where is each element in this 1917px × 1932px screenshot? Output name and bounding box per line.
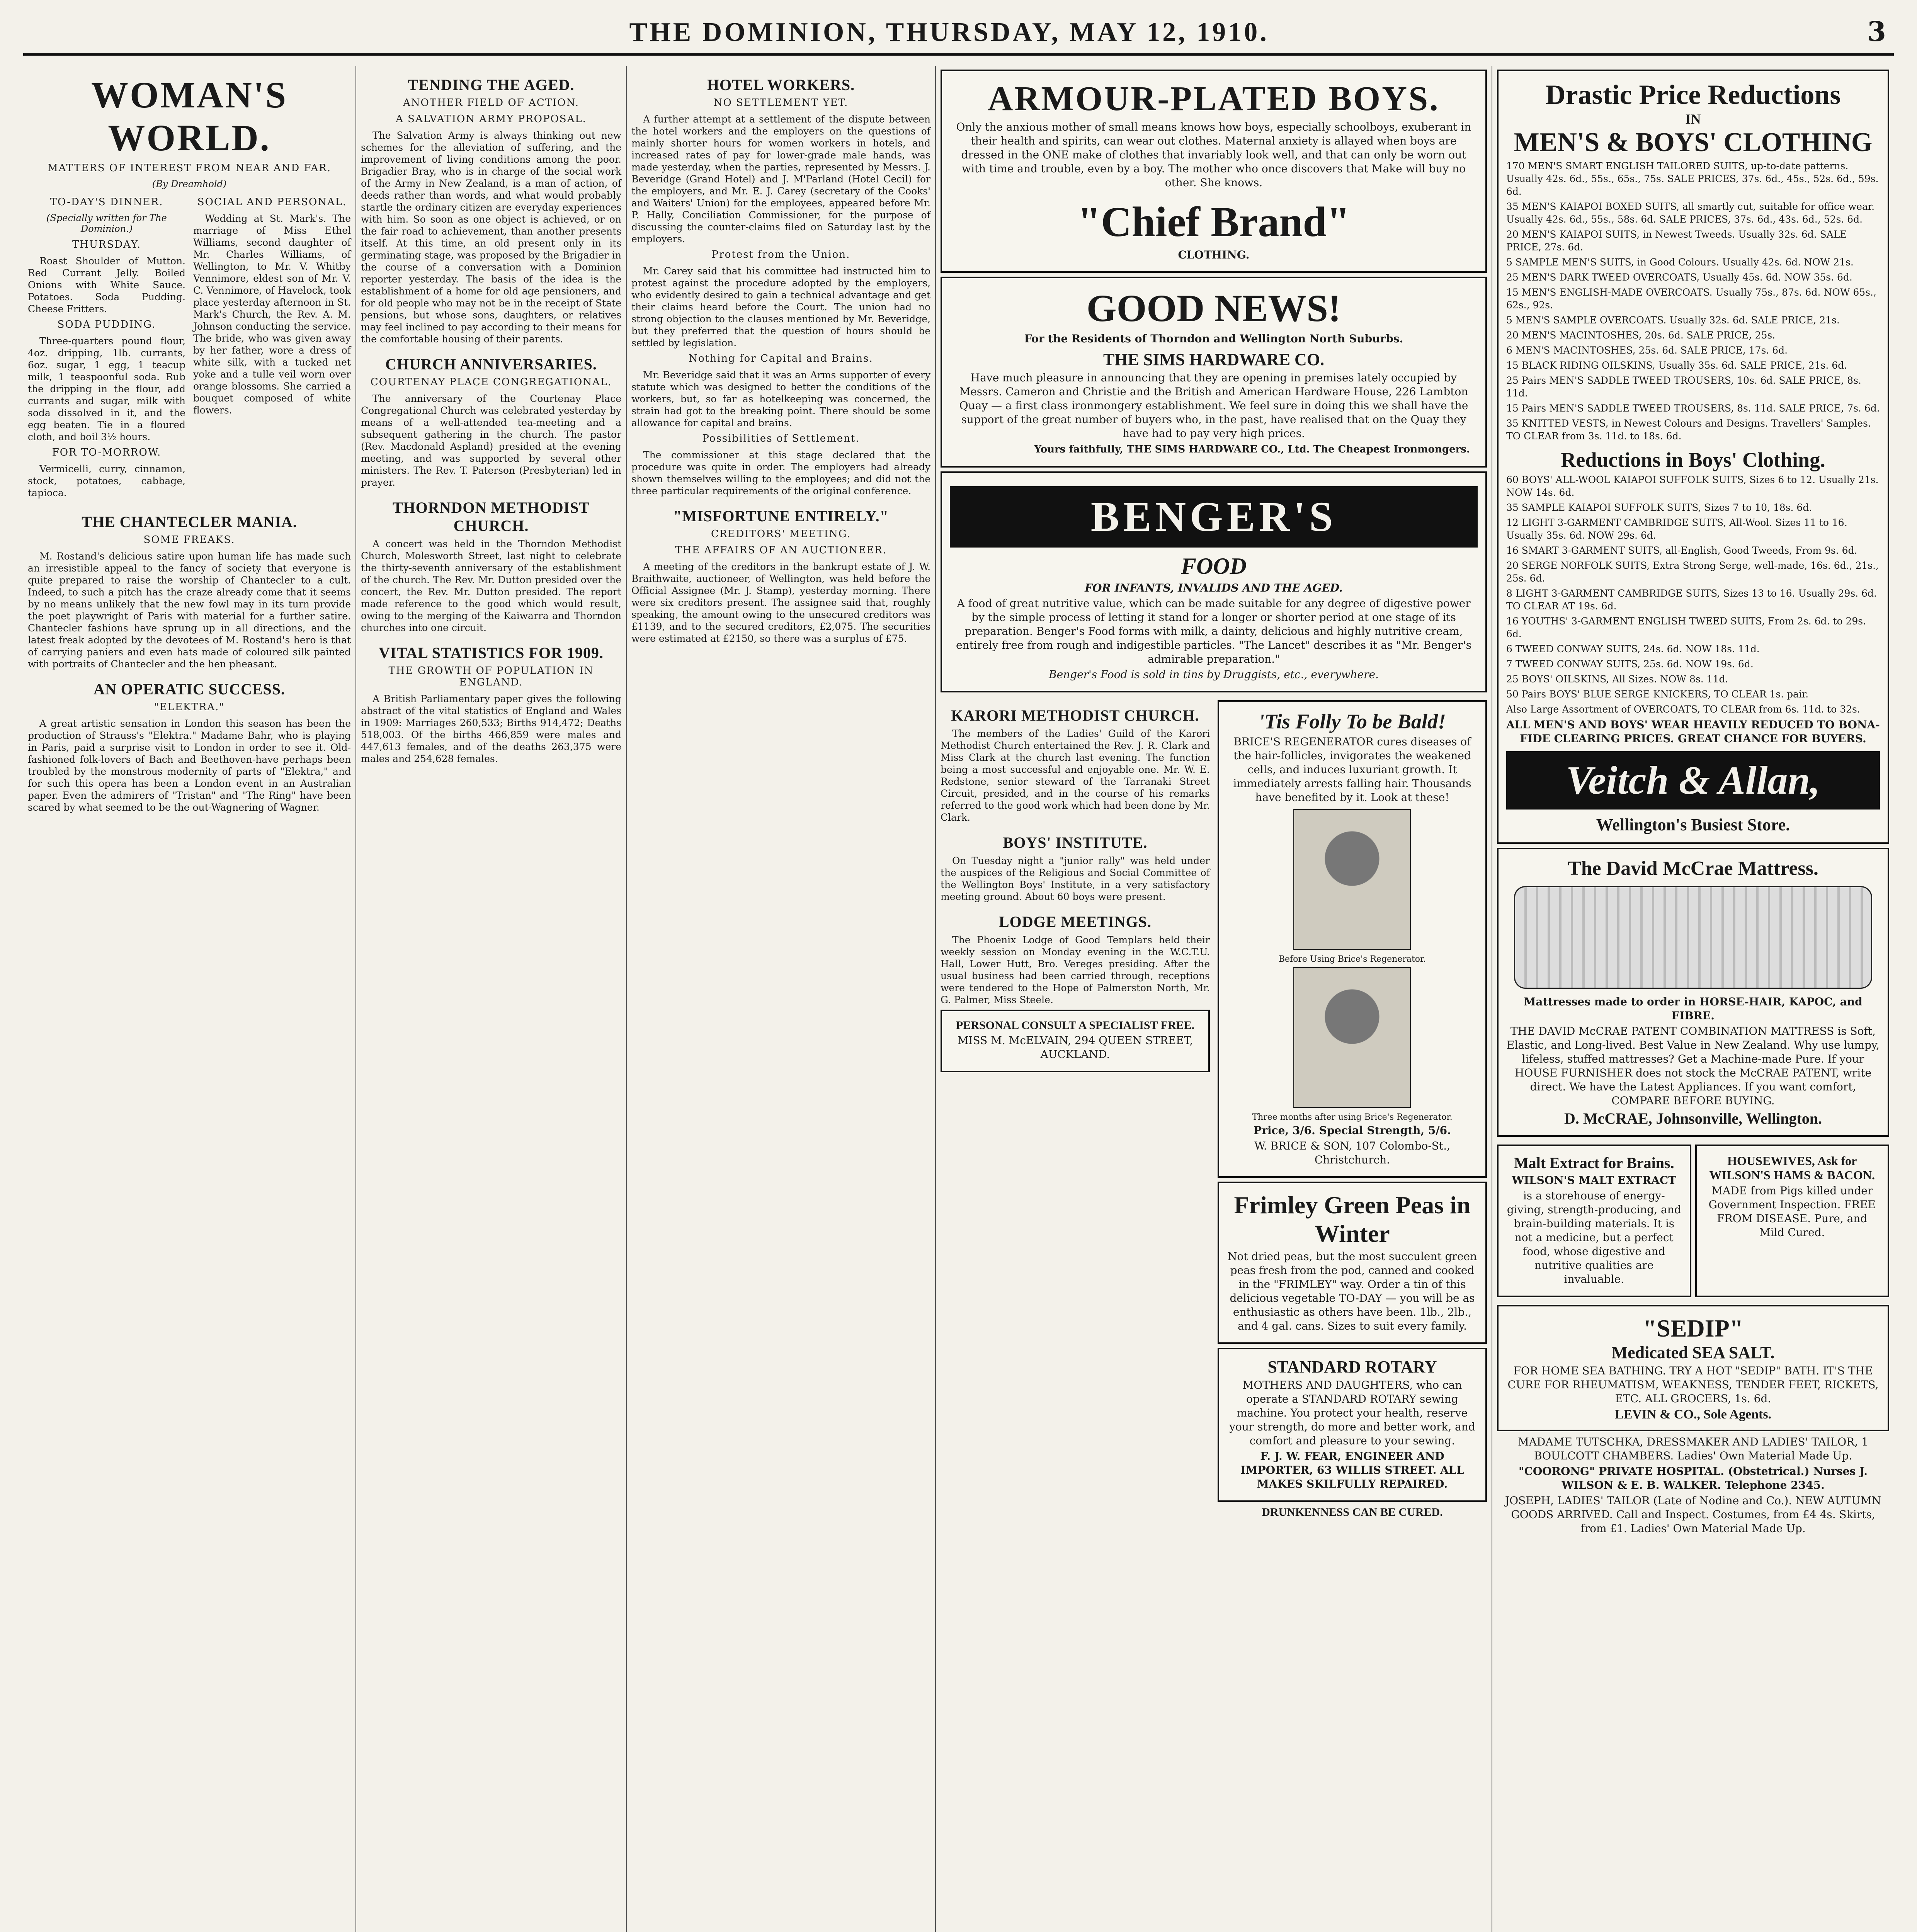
sims-hardware-ad <box>941 277 1487 468</box>
boys-item: 20 SERGE NORFOLK SUITS, Extra Strong Serge, well-made, 16s. 6d., 21s., 25s. 6d. <box>1506 560 1879 584</box>
veitch-allan-ad <box>1497 70 1889 844</box>
drastic-sub: MEN'S & BOYS' CLOTHING <box>1514 128 1873 157</box>
mens-item: 5 MEN'S SAMPLE OVERCOATS. Usually 32s. 6d. SALE PRICE, 21s. <box>1506 315 1840 326</box>
clothing-label: CLOTHING. <box>1178 248 1250 261</box>
misfortune-text: A meeting of the creditors in the bankrupt estate of J. W. Braithwaite, auctioneer, of Wellington, was held before the Official Assignee (Mr. J. Stamp), yesterday morning. There were six creditors present. The assignee said that, roughly speaking, the amount owing to the unsecured creditors was £1139, and to the secured creditors, £2,075. The securities were estimated at £2150, so there was a surplus of £75. <box>631 561 930 644</box>
boys-institute-title: BOYS' INSTITUTE. <box>1003 834 1148 851</box>
boys-item: 16 YOUTHS' 3-GARMENT ENGLISH TWEED SUITS, From 2s. 6d. to 29s. 6d. <box>1506 616 1866 639</box>
chief-brand: "Chief Brand" <box>1077 198 1350 245</box>
clearing-note: ALL MEN'S AND BOYS' WEAR HEAVILY REDUCED TO BONA-FIDE CLEARING PRICES. GREAT CHANCE FOR BUYERS. <box>1506 718 1880 745</box>
aged-text: The Salvation Army is always thinking out new schemes for the alleviation of suffering, and the improvement of living conditions among the poor. Brigadier Bray, who is in charge of the social work of the Army in New Zealand, is a man of action, of deeds rather than words, and what would probably startle the ordinary citizen are everyday experiences with him. So soon as one object is achieved, or on the fair road to achievement, than another presents itself. At this time, an old present only in its germinating stage, was proposed by the Brigadier in the course of a conversation with a Dominion reporter yesterday. The basis of the idea is the establishment of a home for old age pensioners, and for old people who may not be in the receipt of State pensions, but whose sons, daughters, or relatives may feel inclined to pay according to their means for the comfortable housing of their parents. <box>361 130 621 345</box>
bengers-sub: FOR INFANTS, INVALIDS AND THE AGED. <box>1085 582 1343 594</box>
hams-text: MADE from Pigs killed under Government Inspection. FREE FROM DISEASE. Pure, and Mild Cured. <box>1708 1184 1876 1239</box>
drastic-in: IN <box>1685 111 1701 127</box>
personal-signature: MISS M. McELVAIN, 294 QUEEN STREET, AUCKLAND. <box>957 1034 1193 1061</box>
veitch-allan-logo: Veitch & Allan, <box>1506 751 1880 810</box>
wilsons-hams-ad <box>1695 1145 1890 1297</box>
good-news-title: GOOD NEWS! <box>1086 287 1341 330</box>
dinner-day: THURSDAY. <box>72 239 141 250</box>
vital-sub: THE GROWTH OF POPULATION IN ENGLAND. <box>388 665 594 688</box>
personal-ad <box>941 1010 1210 1072</box>
folly-title: 'Tis Folly To be Bald! <box>1258 710 1446 733</box>
tutschka-ad: MADAME TUTSCHKA, DRESSMAKER AND LADIES' TAILOR, 1 BOULCOTT CHAMBERS. Ladies' Own Material Made Up. <box>1518 1435 1868 1462</box>
lodge-title: LODGE MEETINGS. <box>998 913 1152 930</box>
tomorrow-title: FOR TO-MORROW. <box>52 447 162 458</box>
malt-extract-ad <box>1497 1145 1691 1297</box>
church-title: CHURCH ANNIVERSARIES. <box>385 355 597 373</box>
vital-text: A British Parliamentary paper gives the following abstract of the vital statistics of England and Wales in 1909: Marriages 260,533; Births 914,472; Deaths 518,003. Of the births 466,859 were males and 447,613 females, and of the deaths 263,375 were males and 254,628 females. <box>361 693 621 764</box>
boys-item: 8 LIGHT 3-GARMENT CAMBRIDGE SUITS, Sizes 13 to 16. Usually 29s. 6d. TO CLEAR AT 19s. 6d. <box>1506 588 1877 612</box>
social-text: Wedding at St. Mark's. The marriage of Miss Ethel Williams, second daughter of Mr. Charles Williams, of Wellington, to Mr. V. Whitby Vennimore, eldest son of Mr. V. C. Vennimore, of Havelock, took place yesterday afternoon in St. Mark's Church, the Rev. A. M. Johnson conducting the service. The bride, who was given away by her father, wore a dress of white silk, with a tucked net yoke and a tulle veil worn over orange blossoms. She carried a bouquet composed of white flowers. <box>193 213 351 416</box>
lodge-text: The Phoenix Lodge of Good Templars held their weekly session on Monday evening in the W.C.T.U. Hall, Lower Hutt, Bro. Vereges presiding. After the usual business had been carried through, receptions were tendered to the Hope of Palmerston North, Mr. G. Palmer, Miss Steele. <box>941 934 1210 1005</box>
sedip-title: "SEDIP" <box>1643 1315 1744 1342</box>
bengers-food: FOOD <box>1180 553 1247 579</box>
mens-item: 15 Pairs MEN'S SADDLE TWEED TROUSERS, 8s. 11d. SALE PRICE, 7s. 6d. <box>1506 403 1880 414</box>
subcolumn-dinner <box>28 194 185 503</box>
frimley-title: Frimley Green Peas in Winter <box>1234 1191 1471 1247</box>
boys-item: 12 LIGHT 3-GARMENT CAMBRIDGE SUITS, All-Wool. Sizes 11 to 16. Usually 35s. 6d. NOW 29s. 6d. <box>1506 517 1847 541</box>
lower-ad-grid <box>941 696 1487 1519</box>
bengers-title: BENGER'S <box>950 486 1478 548</box>
protest-text: Mr. Carey said that his committee had instructed him to protest against the procedure adopted by the employers, who evidently desired to gain a technical advantage and get their claims heard before the Court. The union had no strong objection to the clauses mentioned by Mr. Beveridge, but they preferred that the question of hours should be settled by legislation. <box>631 265 930 349</box>
misfortune-sub: CREDITORS' MEETING. <box>711 528 851 540</box>
veitch-allan-sub: Wellington's Busiest Store. <box>1596 815 1790 834</box>
mens-item: 15 BLACK RIDING OILSKINS, Usually 35s. 6d. SALE PRICE, 21s. 6d. <box>1506 360 1847 371</box>
possibilities-text: The commissioner at this stage declared that the procedure was quite in order. The employers had already shown themselves willing to the employees; and did not the three particular requirements of the original conference. <box>631 449 930 497</box>
malt-sub: WILSON'S MALT EXTRACT <box>1512 1174 1677 1187</box>
frimley-peas-ad <box>1218 1182 1487 1344</box>
mens-item: 25 Pairs MEN'S SADDLE TWEED TROUSERS, 10s. 6d. SALE PRICE, 8s. 11d. <box>1506 375 1861 399</box>
sims-text: Have much pleasure in announcing that they are opening in premises lately occupied by Messrs. Cameron and Christie and the British and American Hardware House, 226 Lambton Quay — a first class ironmongery establishment. We feel sure in doing this we shall have the support of the great number of buyers who, in the past, have realised that on the Quay they have had to pay very high prices. <box>959 371 1468 440</box>
social-title: SOCIAL AND PERSONAL. <box>197 196 347 208</box>
church-text: The anniversary of the Courtenay Place Congregational Church was celebrated yesterday by means of a well-attended tea-meeting and a subsequent gathering in the church. The pastor (Rev. Macdonald Aspland) presided at the evening meeting, and was supported by several other ministers. The Rev. T. Paterson (Presbyterian) led in prayer. <box>361 393 621 488</box>
misfortune-sub2: THE AFFAIRS OF AN AUCTIONEER. <box>675 544 887 556</box>
tis-folly-ad <box>1218 700 1487 1178</box>
sedip-sea-salt-ad <box>1497 1305 1889 1431</box>
sims-title: THE SIMS HARDWARE CO. <box>1103 350 1325 369</box>
karori-title: KARORI METHODIST CHURCH. <box>951 707 1199 724</box>
page-number: 3 <box>1867 15 1886 48</box>
chantecler-sub: SOME FREAKS. <box>143 534 235 546</box>
column-veitch-allan <box>1492 66 1894 1932</box>
karori-text: The members of the Ladies' Guild of the Karori Methodist Church entertained the Rev. J. R. Clark and Miss Clark at the church last evening. The function being a most successful and enjoyable one. Mr. W. E. Redstone, senior steward of the Tarranaki Street Circuit, presided, and in the course of his remarks referred to the good work which had been done by Mr. Clark. <box>941 728 1210 823</box>
column-hotel-workers <box>626 66 935 1932</box>
operatic-text: A great artistic sensation in London this season has been the production of Strauss's "Elektra." Madame Bahr, who is playing in Paris, paid a surprise visit to London in order to see it. Old-fashioned folk-lovers of Bach and Beethoven-have perhaps been troubled by the monstrous modernity of parts of "Elektra," and for such this opera has been a London event in an Australian paper. Even the admirers of "Tristan" and "The Ring" have been scared by what seemed to be the out-Wagnering of Wagner. <box>28 718 351 813</box>
bengers-text: A food of great nutritive value, which can be made suitable for any degree of digestive power by the simple process of letting it stand for a longer or shorter period at one stage of its preparation. Benger's Food forms with milk, a dainty, delicious and highly nutritive cream, entirely free from rough and indigestible particles. "The Lancet" describes it as "Mr. Benger's admirable preparation." <box>956 597 1471 665</box>
protest-title: Protest from the Union. <box>711 249 850 260</box>
aged-sub2: A SALVATION ARMY PROPOSAL. <box>396 113 587 125</box>
after-portrait-image <box>1293 967 1411 1108</box>
mens-item: 35 KNITTED VESTS, in Newest Colours and Designs. Travellers' Samples. TO CLEAR from 3s. 11d. to 18s. 6d. <box>1506 418 1871 442</box>
byline: (By Dreamhold) <box>152 179 227 189</box>
hotel-sub: NO SETTLEMENT YET. <box>713 97 849 109</box>
nothing-title: Nothing for Capital and Brains. <box>689 353 873 364</box>
boys-institute-text: On Tuesday night a "junior rally" was held under the auspices of the Religious and Social Committee of the Wellington Boys' Institute, in a very satisfactory meeting ground. About 60 boys were present. <box>941 855 1210 902</box>
folly-maker: W. BRICE & SON, 107 Colombo-St., Christchurch. <box>1254 1139 1451 1166</box>
malt-text: is a storehouse of energy-giving, strength-producing, and brain-building materials. It is not a medicine, but a perfect food, whose digestive and nutritive qualities are invaluable. <box>1507 1189 1681 1286</box>
hotel-title: HOTEL WORKERS. <box>707 76 855 94</box>
aged-title: TENDING THE AGED. <box>408 76 575 94</box>
bengers-food-ad <box>941 471 1487 692</box>
masthead-title: THE DOMINION, THURSDAY, MAY 12, 1910. <box>629 17 1269 47</box>
mattress-signature: D. McCRAE, Johnsonville, Wellington. <box>1564 1110 1822 1127</box>
misfortune-title: "MISFORTUNE ENTIRELY." <box>673 507 889 525</box>
mens-item: 20 MEN'S MACINTOSHES, 20s. 6d. SALE PRICE, 25s. <box>1506 330 1776 341</box>
mccrae-mattress-ad <box>1497 848 1889 1137</box>
good-news-sub: For the Residents of Thorndon and Wellington North Suburbs. <box>1024 332 1403 345</box>
joseph-tailor-ad: JOSEPH, LADIES' TAILOR (Late of Nodine and Co.). NEW AUTUMN GOODS ARRIVED. Call and Inspect. Costumes, from £4 4s. Skirts, from £1. Ladies' Own Material Made Up. <box>1505 1494 1881 1535</box>
folly-after <box>1252 964 1452 1122</box>
operatic-sub: "ELEKTRA." <box>154 701 225 713</box>
drastic-title: Drastic Price Reductions <box>1545 79 1841 110</box>
mens-item: 15 MEN'S ENGLISH-MADE OVERCOATS. Usually 75s., 87s. 6d. NOW 65s., 62s., 92s. <box>1506 287 1876 311</box>
church-sub: COURTENAY PLACE CONGREGATIONAL. <box>370 376 612 388</box>
thorndon-title: THORNDON METHODIST CHURCH. <box>392 499 590 534</box>
mattress-text2: THE DAVID McCRAE PATENT COMBINATION MATTRESS is Soft, Elastic, and Long-lived. Best Value in New Zealand. Why use lumpy, lifeless, stuffed mattresses? Get a Machine-made Pure. If your HOUSE FURNISHER does not stock the McCRAE PATENT, write direct. We have the Latest Appliances. If you want comfort, COMPARE BEFORE BUYING. <box>1507 1025 1880 1107</box>
aged-sub: ANOTHER FIELD OF ACTION. <box>403 97 579 109</box>
boys-item: 25 BOYS' OILSKINS, All Sizes. NOW 8s. 11d. <box>1506 673 1728 685</box>
boys-item: 60 BOYS' ALL-WOOL KAIAPOI SUFFOLK SUITS, Sizes 6 to 12. Usually 21s. NOW 14s. 6d. <box>1506 474 1879 498</box>
bengers-foot: Benger's Food is sold in tins by Druggists, etc., everywhere. <box>1049 668 1379 681</box>
mens-clothing-list <box>1506 160 1880 442</box>
hotel-text: A further attempt at a settlement of the dispute between the hotel workers and the employers on the questions of mainly shorter hours for women workers in hotels, and increased rates of pay for lower-grade male hands, was made yesterday, when the parties, represented by Messrs. J. Beveridge (Grand Hotel) and J. M'Parland (Hotel Cecil) for the employers, and Mr. E. J. Carey (secretary of the Cooks' and Waiters' Union) for the employees, appeared before Mr. P. Hally, Conciliation Commissioner, for the purpose of discussing the counter-claims filed on Saturday last by the employers. <box>631 114 930 245</box>
soda-title: SODA PUDDING. <box>57 319 156 330</box>
section-subheading: MATTERS OF INTEREST FROM NEAR AND FAR. <box>48 162 331 174</box>
folly-before <box>1279 806 1426 964</box>
thorndon-text: A concert was held in the Thorndon Methodist Church, Molesworth Street, last night to celebrate the thirty-seventh anniversary of the establishment of the church. The Rev. Mr. Dutton presided over the concert, the Rev. Mr. Dutton presided. The report made reference to the good which would result, owing to the merging of the Kaiwarra and Thorndon churches into one circuit. <box>361 538 621 633</box>
rotary-text: MOTHERS AND DAUGHTERS, who can operate a STANDARD ROTARY sewing machine. You protect your health, reserve your strength, do more and better work, and comfort and pleasure to your sewing. <box>1229 1379 1475 1447</box>
newspaper-page <box>23 15 1894 1932</box>
dinner-note: (Specially written for The Dominion.) <box>46 213 167 234</box>
sedip-sub: Medicated SEA SALT. <box>1611 1343 1775 1362</box>
mens-item: 25 MEN'S DARK TWEED OVERCOATS, Usually 45s. 6d. NOW 35s. 6d. <box>1506 272 1852 283</box>
before-portrait-image <box>1293 809 1411 950</box>
possibilities-title: Possibilities of Settlement. <box>702 433 860 444</box>
sedip-signature: LEVIN & CO., Sole Agents. <box>1614 1407 1772 1422</box>
boys-item: Also Large Assortment of OVERCOATS, TO CLEAR from 6s. 11d. to 32s. <box>1506 704 1860 715</box>
mattress-text: Mattresses made to order in HORSE-HAIR, KAPOC, and FIBRE. <box>1524 995 1863 1022</box>
frimley-text: Not dried peas, but the most succulent green peas fresh from the pod, canned and cooked in the "FRIMLEY" way. Order a tin of this delicious vegetable TO-DAY — you will be as enthusiastic as others have been. 1lb., 2lb., and 4 gal. cans. Sizes to suit every family. <box>1227 1250 1477 1332</box>
section-heading: WOMAN'S WORLD. <box>91 74 287 158</box>
boys-item: 50 Pairs BOYS' BLUE SERGE KNICKERS, TO CLEAR 1s. pair. <box>1506 689 1809 700</box>
boys-clothing-list <box>1506 473 1880 716</box>
folly-portraits <box>1227 806 1478 1122</box>
armour-text: Only the anxious mother of small means knows how boys, especially schoolboys, exuberant in their health and spirits, can wear out clothes. Maternal anxiety is allayed when boys are dressed in the ONE make of clothes that invariably look well, and that can only be worn out with time and trouble, even by a boy. The mother who once discovers that Make will buy no other. She knows. <box>956 121 1471 189</box>
two-subcolumns <box>28 194 351 503</box>
mens-item: 5 SAMPLE MEN'S SUITS, in Good Colours. Usually 42s. 6d. NOW 21s. <box>1506 257 1854 268</box>
dinner-menu: Roast Shoulder of Mutton. Red Currant Jelly. Boiled Onions with White Sauce. Potatoes. Soda Pudding. Cheese Fritters. <box>28 255 185 315</box>
sedip-text: FOR HOME SEA BATHING. TRY A HOT "SEDIP" BATH. IT'S THE CURE FOR RHEUMATISM, WEAKNESS, TENDER FEET, RICKETS, ETC. ALL GROCERS, 1s. 6d. <box>1507 1364 1879 1405</box>
personal-title: PERSONAL CONSULT A SPECIALIST FREE. <box>956 1019 1195 1032</box>
masthead <box>23 15 1894 56</box>
mens-item: 35 MEN'S KAIAPOI BOXED SUITS, all smartly cut, suitable for office wear. Usually 42s. 6d., 55s., 58s. 6d. SALE PRICES, 37s. 6d., 43s. 6d., 52s. 6d. <box>1506 201 1875 225</box>
column-womans-world <box>23 66 356 1932</box>
coorong-ad: "COORONG" PRIVATE HOSPITAL. (Obstetrical.) Nurses J. WILSON & E. B. WALKER. Telephone 2345. <box>1519 1465 1868 1492</box>
subcolumn-social <box>193 194 351 503</box>
mens-item: 6 MEN'S MACINTOSHES, 25s. 6d. SALE PRICE, 17s. 6d. <box>1506 345 1788 356</box>
column-advertisements <box>935 66 1492 1932</box>
dinner-title: TO-DAY'S DINNER. <box>50 196 163 208</box>
boys-item: 7 TWEED CONWAY SUITS, 25s. 6d. NOW 19s. 6d. <box>1506 658 1754 670</box>
rotary-title: STANDARD ROTARY <box>1267 1357 1437 1376</box>
folly-after-caption: Three months after using Brice's Regenerator. <box>1252 1112 1453 1122</box>
boys-item: 16 SMART 3-GARMENT SUITS, all-English, Good Tweeds, From 9s. 6d. <box>1506 545 1857 556</box>
hams-title: HOUSEWIVES, Ask for WILSON'S HAMS & BACON. <box>1709 1154 1875 1182</box>
soda-text: Three-quarters pound flour, 4oz. dripping, 1lb. currants, 6oz. sugar, 1 egg, 1 teacup milk, 1 teaspoonful soda. Rub the dripping in the flour, add currants and sugar, milk with soda dissolved in it, and the egg beaten. Tie in a floured cloth, and boil 3½ hours. <box>28 335 185 442</box>
tomorrow-text: Vermicelli, curry, cinnamon, stock, potatoes, cabbage, tapioca. <box>28 463 185 498</box>
standard-rotary-ad <box>1218 1348 1487 1502</box>
mattress-title: The David McCrae Mattress. <box>1568 857 1818 879</box>
malt-title: Malt Extract for Brains. <box>1514 1154 1674 1172</box>
armour-plated-boys-ad <box>941 70 1487 273</box>
vital-title: VITAL STATISTICS FOR 1909. <box>379 644 604 662</box>
boys-clothing-title: Reductions in Boys' Clothing. <box>1561 448 1825 471</box>
boys-item: 35 SAMPLE KAIAPOI SUFFOLK SUITS, Sizes 7 to 10, 18s. 6d. <box>1506 502 1812 513</box>
sims-signature: Yours faithfully, THE SIMS HARDWARE CO., Ltd. The Cheapest Ironmongers. <box>1034 444 1470 455</box>
armour-title: ARMOUR-PLATED BOYS. <box>988 80 1440 118</box>
lower-right-ads <box>1218 696 1487 1519</box>
column-tending-aged <box>356 66 626 1932</box>
lower-left-news <box>941 696 1210 1519</box>
folly-before-caption: Before Using Brice's Regenerator. <box>1278 954 1426 964</box>
rotary-signature: F. J. W. FEAR, ENGINEER AND IMPORTER, 63 WILLIS STREET. ALL MAKES SKILFULLY REPAIRED. <box>1240 1450 1464 1490</box>
mattress-illustration <box>1514 886 1872 989</box>
nothing-text: Mr. Beveridge said that it was an Arms supporter of every statute which was designed to better the conditions of the workers, but, so far as hotelkeeping was concerned, the strain had got to the breaking point. There should be some allowance for capital and brains. <box>631 369 930 429</box>
drunkenness-title: DRUNKENNESS CAN BE CURED. <box>1262 1506 1443 1519</box>
folly-price: Price, 3/6. Special Strength, 5/6. <box>1254 1124 1451 1137</box>
boys-item: 6 TWEED CONWAY SUITS, 24s. 6d. NOW 18s. 11d. <box>1506 643 1760 655</box>
operatic-title: AN OPERATIC SUCCESS. <box>93 680 285 698</box>
malt-hams-row <box>1497 1141 1889 1301</box>
mens-item: 170 MEN'S SMART ENGLISH TAILORED SUITS, up-to-date patterns. Usually 42s. 6d., 55s., 65s., 75s. SALE PRICES, 37s. 6d., 45s., 52s. 6d., 59s. 6d. <box>1506 160 1879 197</box>
mens-item: 20 MEN'S KAIAPOI SUITS, in Newest Tweeds. Usually 32s. 6d. SALE PRICE, 27s. 6d. <box>1506 229 1847 253</box>
chantecler-title: THE CHANTECLER MANIA. <box>82 513 297 531</box>
columns <box>23 66 1894 1932</box>
folly-text: BRICE'S REGENERATOR cures diseases of the hair-follicles, invigorates the weakened cells, and induces luxuriant growth. It immediately arrests falling hair. Thousands have benefited by it. Look at these! <box>1233 735 1471 804</box>
chantecler-text: M. Rostand's delicious satire upon human life has made such an irresistible appeal to the fancy of society that everyone is quite prepared to raise the worship of Chantecler to a cult. Indeed, to such a pitch has the craze already come that it seems by no means unlikely that the new fowl may in its turn provide the poet playwright of Paris with material for a further satire. Chantecler fashions have sprung up in all directions, and the latest freak adopted by the devotees of M. Rostand's hero is that of carrying paniers and even hats made of coloured silk painted with portraits of Chantecler and the hen pheasant. <box>28 551 351 670</box>
